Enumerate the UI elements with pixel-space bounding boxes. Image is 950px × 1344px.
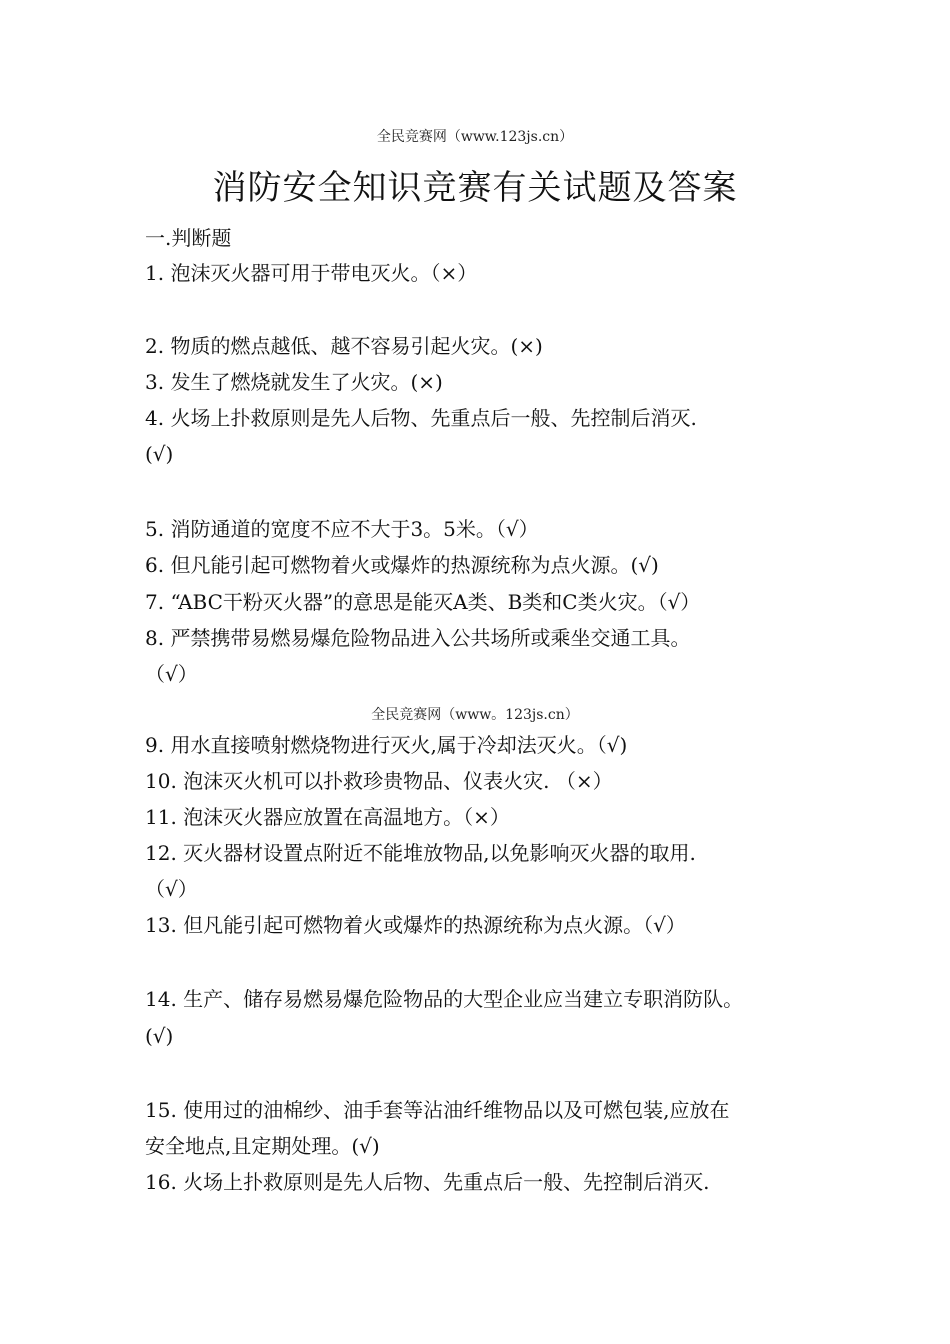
- question-12: 12. 灭火器材设置点附近不能堆放物品,以免影响灭火器的取用.: [145, 841, 696, 865]
- question-8-answer: （√）: [145, 662, 198, 686]
- question-13: 13. 但凡能引起可燃物着火或爆炸的热源统称为点火源。（√）: [145, 913, 686, 937]
- question-7: 7. “ABC干粉灭火器”的意思是能灭A类、B类和C类火灾。（√）: [145, 590, 701, 614]
- question-4-answer: (√): [145, 442, 174, 466]
- question-9: 9. 用水直接喷射燃烧物进行灭火,属于冷却法灭火。（√): [145, 733, 628, 757]
- question-15-cont: 安全地点,且定期处理。(√): [145, 1134, 380, 1158]
- question-1: 1. 泡沫灭火器可用于带电灭火。（×）: [145, 261, 478, 285]
- page-header-site-repeat: 全民竞赛网（www。123js.cn）: [371, 707, 579, 723]
- question-3: 3. 发生了燃烧就发生了火灾。(×): [145, 370, 443, 394]
- question-5: 5. 消防通道的宽度不应不大于3。5米。（√）: [145, 517, 539, 541]
- document-title: 消防安全知识竞赛有关试题及答案: [212, 168, 738, 208]
- page-header-site: 全民竞赛网（www.123js.cn）: [376, 129, 574, 145]
- question-16: 16. 火场上扑救原则是先人后物、先重点后一般、先控制后消灭.: [145, 1170, 710, 1194]
- question-8: 8. 严禁携带易燃易爆危险物品进入公共场所或乘坐交通工具。: [145, 626, 691, 650]
- question-6: 6. 但凡能引起可燃物着火或爆炸的热源统称为点火源。(√): [145, 553, 659, 577]
- question-4: 4. 火场上扑救原则是先人后物、先重点后一般、先控制后消灭.: [145, 406, 697, 430]
- question-12-answer: （√）: [145, 877, 198, 901]
- question-14: 14. 生产、储存易燃易爆危险物品的大型企业应当建立专职消防队。: [145, 987, 744, 1011]
- question-15: 15. 使用过的油棉纱、油手套等沾油纤维物品以及可燃包装,应放在: [145, 1098, 730, 1122]
- question-10: 10. 泡沫灭火机可以扑救珍贵物品、仪表火灾. （×）: [145, 769, 613, 793]
- section-heading: 一.判断题: [145, 226, 232, 250]
- question-14-answer: (√): [145, 1024, 174, 1048]
- question-2: 2. 物质的燃点越低、越不容易引起火灾。(×): [145, 334, 543, 358]
- question-11: 11. 泡沫灭火器应放置在高温地方。（×）: [145, 805, 510, 829]
